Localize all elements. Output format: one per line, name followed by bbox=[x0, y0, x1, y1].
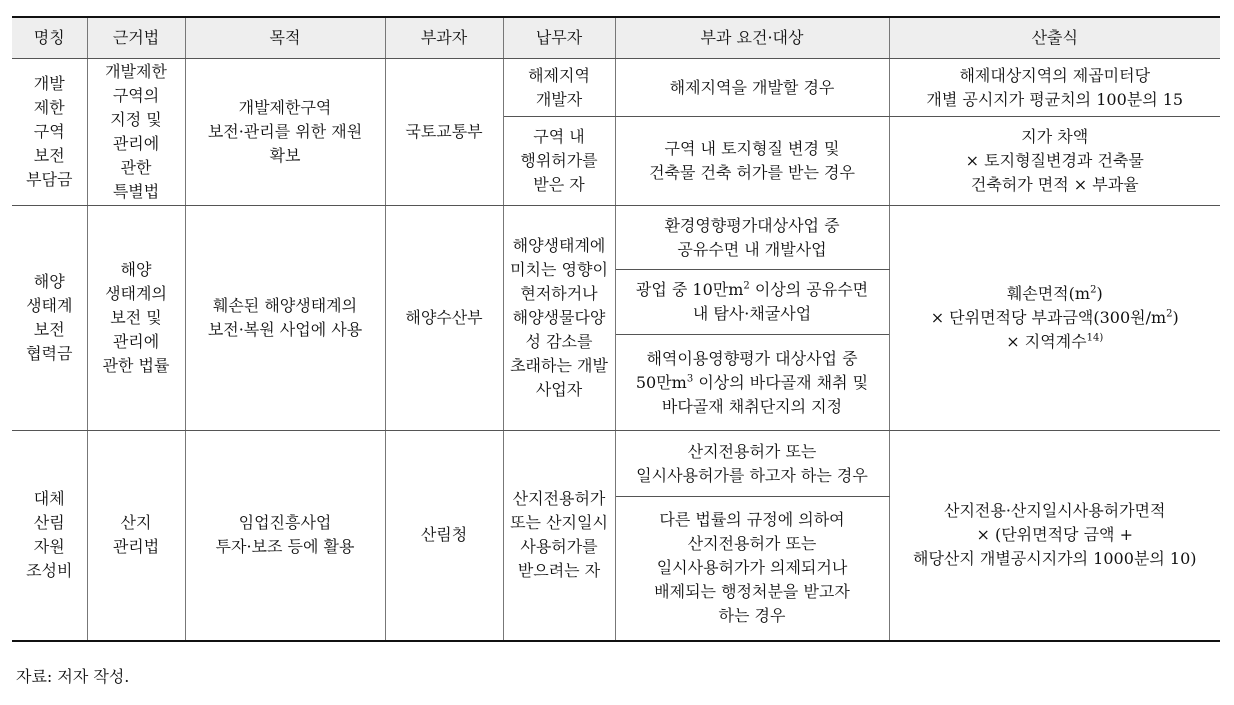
levy-name: 개발 제한 구역 보전 부담금 bbox=[12, 59, 87, 206]
legal-basis: 해양 생태계의 보전 및 관리에 관한 법률 bbox=[87, 206, 185, 431]
condition: 산지전용허가 또는 일시사용허가를 하고자 하는 경우 bbox=[615, 431, 889, 497]
levier: 국토교통부 bbox=[385, 59, 503, 206]
condition-part: 해역이용영향평가 대상사업 중 50만m bbox=[635, 348, 858, 392]
header-purpose: 목적 bbox=[185, 17, 385, 59]
condition bbox=[615, 335, 889, 431]
formula-part: ) × 단위면적당 부과금액(300원/m bbox=[930, 284, 1167, 327]
payer: 산지전용허가 또는 산지일시 사용허가를 받으려는 자 bbox=[503, 431, 615, 641]
table-row bbox=[12, 206, 1220, 270]
formula-part: ) × 지역계수 bbox=[1006, 308, 1179, 351]
header-row bbox=[12, 17, 1220, 59]
table-row bbox=[12, 59, 1220, 117]
formula: 산지전용·산지일시사용허가면적 × (단위면적당 금액 + 해당산지 개별공시지가의 1000분의 10) bbox=[889, 431, 1220, 641]
formula-part: 훼손면적(m bbox=[1006, 284, 1091, 303]
levier: 산림청 bbox=[385, 431, 503, 641]
header-name: 명칭 bbox=[12, 17, 87, 59]
levy-name: 해양 생태계 보전 협력금 bbox=[12, 206, 87, 431]
header-levier: 부과자 bbox=[385, 17, 503, 59]
header-condition: 부과 요건·대상 bbox=[615, 17, 889, 59]
legal-basis: 산지 관리법 bbox=[87, 431, 185, 641]
superscript: 2 bbox=[743, 280, 750, 292]
payer: 구역 내 행위허가를 받은 자 bbox=[503, 117, 615, 206]
levier: 해양수산부 bbox=[385, 206, 503, 431]
superscript: 2 bbox=[1090, 284, 1097, 296]
footnote-ref: 14) bbox=[1086, 332, 1104, 344]
condition bbox=[615, 270, 889, 335]
condition: 다른 법률의 규정에 의하여 산지전용허가 또는 일시사용허가가 의제되거나 배제되는 행정처분을 받고자 하는 경우 bbox=[615, 497, 889, 641]
superscript: 2 bbox=[1166, 308, 1173, 320]
source-note: 자료: 저자 작성. bbox=[16, 667, 130, 686]
levy-comparison-table bbox=[12, 16, 1220, 642]
condition: 해제지역을 개발할 경우 bbox=[615, 59, 889, 117]
condition-part: 이상의 공유수면 내 탐사·채굴사업 bbox=[692, 280, 869, 323]
condition: 구역 내 토지형질 변경 및 건축물 건축 허가를 받는 경우 bbox=[615, 117, 889, 206]
formula: 지가 차액 × 토지형질변경과 건축물 건축허가 면적 × 부과율 bbox=[889, 117, 1220, 206]
legal-basis: 개발제한 구역의 지정 및 관리에 관한 특별법 bbox=[87, 59, 185, 206]
payer: 해양생태계에 미치는 영향이 현저하거나 해양생물다양 성 감소를 초래하는 개발 사업자 bbox=[503, 206, 615, 431]
payer: 해제지역 개발자 bbox=[503, 59, 615, 117]
header-formula: 산출식 bbox=[889, 17, 1220, 59]
purpose: 훼손된 해양생태계의 보전·복원 사업에 사용 bbox=[185, 206, 385, 431]
superscript: 3 bbox=[686, 373, 694, 385]
purpose: 임업진흥사업 투자·보조 등에 활용 bbox=[185, 431, 385, 641]
condition-part: 광업 중 10만m bbox=[635, 280, 744, 299]
condition-part: 이상의 바다골재 채취 및 바다골재 채취단지의 지정 bbox=[661, 372, 869, 416]
formula: 해제대상지역의 제곱미터당 개별 공시지가 평균치의 100분의 15 bbox=[889, 59, 1220, 117]
header-law: 근거법 bbox=[87, 17, 185, 59]
header-payer: 납무자 bbox=[503, 17, 615, 59]
table-row bbox=[12, 431, 1220, 497]
formula bbox=[889, 206, 1220, 431]
condition: 환경영향평가대상사업 중 공유수면 내 개발사업 bbox=[615, 206, 889, 270]
purpose: 개발제한구역 보전·관리를 위한 재원 확보 bbox=[185, 59, 385, 206]
levy-name: 대체 산림 자원 조성비 bbox=[12, 431, 87, 641]
